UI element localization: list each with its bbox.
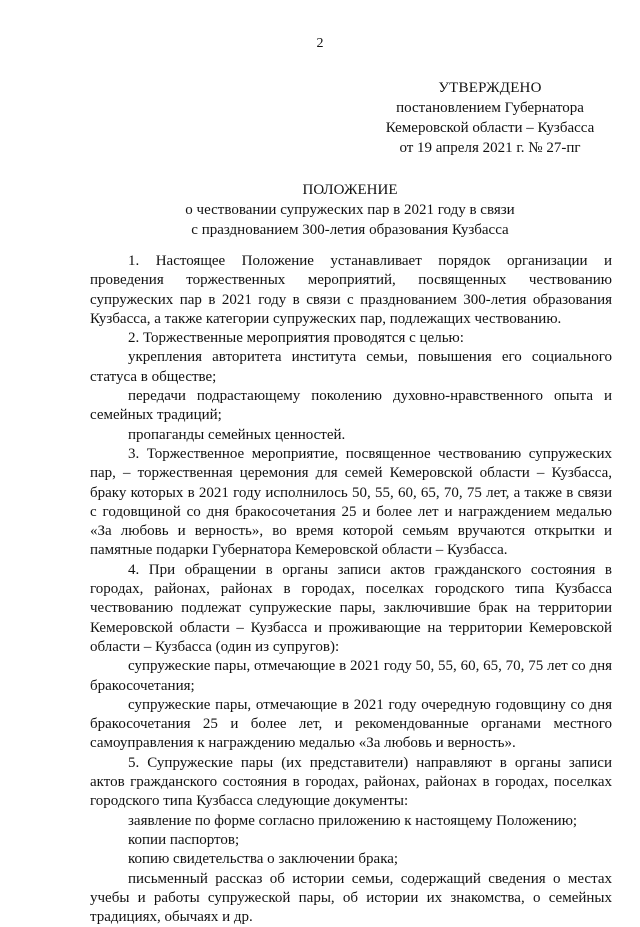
paragraph-2-item-1: укрепления авторитета института семьи, повышения его социального статуса в обществе; [90, 348, 612, 387]
paragraph-5-item-4: письменный рассказ об истории семьи, содержащий сведения о местах учебы и работы супружеской пары, об истории их знакомства, о семейных традициях, обычаях и др. [90, 870, 612, 927]
paragraph-5-item-3: копию свидетельства о заключении брака; [90, 850, 612, 869]
paragraph-5: 5. Супружеские пары (их представители) направляют в органы записи актов гражданского состояния в городах, районах, районах в городах, поселках городского типа Кузбасса следующие документы: [90, 754, 612, 812]
document-title [90, 180, 610, 240]
approval-heading: УТВЕРЖДЕНО [370, 78, 610, 98]
paragraph-2-item-2: передачи подрастающему поколению духовно-нравственного опыта и семейных традиций; [90, 387, 612, 426]
page-number: 2 [0, 36, 640, 52]
paragraph-4-item-1: супружеские пары, отмечающие в 2021 году 50, 55, 60, 65, 70, 75 лет со дня бракосочетания; [90, 657, 612, 696]
title-heading: ПОЛОЖЕНИЕ [90, 180, 610, 200]
approval-line-2: Кемеровской области – Кузбасса [370, 118, 610, 138]
paragraph-1: 1. Настоящее Положение устанавливает порядок организации и проведения торжественных мероприятий, посвященных чествованию супружеских пар в 2021 году в связи с празднованием 300-летия образования Кузбасса, а также категории супружеских пар, подлежащих чествованию. [90, 252, 612, 329]
paragraph-5-item-2: копии паспортов; [90, 831, 612, 850]
title-line-2: с празднованием 300-летия образования Кузбасса [90, 220, 610, 240]
approval-stamp [370, 78, 610, 158]
approval-line-3: от 19 апреля 2021 г. № 27-пг [370, 138, 610, 158]
paragraph-2-item-3: пропаганды семейных ценностей. [90, 426, 612, 445]
document-body [90, 252, 612, 927]
paragraph-4-item-2: супружеские пары, отмечающие в 2021 году очередную годовщину со дня бракосочетания 25 и более лет, и рекомендованные органами местного самоуправления к награждению медалью «За любовь и верность». [90, 696, 612, 754]
approval-line-1: постановлением Губернатора [370, 98, 610, 118]
paragraph-2: 2. Торжественные мероприятия проводятся с целью: [90, 329, 612, 348]
paragraph-5-item-1: заявление по форме согласно приложению к настоящему Положению; [90, 812, 612, 831]
paragraph-4: 4. При обращении в органы записи актов гражданского состояния в городах, районах, районах в городах, поселках городского типа Кузбасса чествованию подлежат супружеские пары, заключившие брак на территории Кемеровской области – Кузбасса и проживающие на территории Кемеровской области – Кузбасса (один из супругов): [90, 561, 612, 657]
title-line-1: о чествовании супружеских пар в 2021 году в связи [90, 200, 610, 220]
paragraph-3: 3. Торжественное мероприятие, посвященное чествованию супружеских пар, – торжественная церемония для семей Кемеровской области – Кузбасса, браку которых в 2021 году исполнилось 50, 55, 60, 65, 70, 75 лет, а также в связи с годовщиной со дня бракосочетания 25 и более лет и награждением медалью «За любовь и верность», во время которой семьям вручаются открытки и памятные подарки Губернатора Кемеровской области – Кузбасса. [90, 445, 612, 561]
